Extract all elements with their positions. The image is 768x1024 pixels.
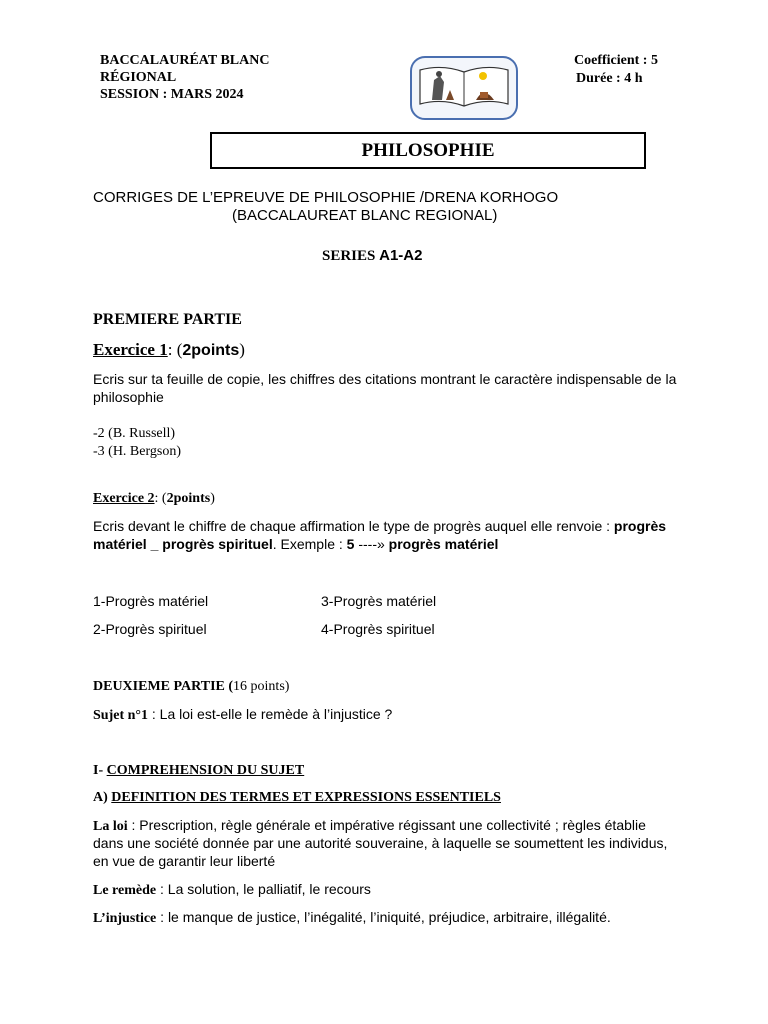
exercise1-label: Exercice 1 [93, 340, 168, 359]
section1-prefix: I- [93, 763, 107, 778]
def-loi-line1 [93, 817, 646, 835]
def-loi-line3: en vue de garantir leur liberté [93, 853, 276, 869]
part1-heading: PREMIERE PARTIE [93, 311, 242, 328]
exercise2-close: ) [210, 491, 215, 506]
exercise2-instr-bold2: matériel _ progrès spirituel [93, 536, 273, 552]
exercise2-answer-3: 3-Progrès matériel [321, 593, 437, 609]
def-loi-term: La loi [93, 819, 128, 834]
series-label: SERIES [322, 248, 380, 264]
exercise2-answer-2: 2-Progrès spirituel [93, 621, 207, 637]
def-loi-text: : Prescription, règle générale et impérative régissant une collectivité ; règles établie [127, 817, 646, 833]
section1-title: COMPREHENSION DU SUJET [106, 763, 305, 778]
exercise2-heading [93, 490, 215, 507]
sujet-line [93, 706, 392, 724]
exercise2-sep: : ( [154, 491, 167, 506]
subsection-a-title: DEFINITION DES TERMES ET EXPRESSIONS ESSENTIELS [111, 790, 501, 805]
part2-heading-label: DEUXIEME PARTIE ( [93, 679, 234, 694]
def-remede-text: : La solution, le palliatif, le recours [156, 881, 371, 897]
def-injustice-line [93, 909, 611, 927]
coefficient: Coefficient : 5 [574, 53, 658, 68]
emblem-logo-icon [410, 56, 518, 120]
corrige-title-line2: (BACCALAUREAT BLANC REGIONAL) [232, 207, 498, 224]
exercise1-answer-1: -2 (B. Russell) [93, 426, 176, 441]
exercise1-heading [93, 340, 245, 361]
exercise1-instruction-line2: philosophie [93, 389, 164, 405]
sujet-text: : La loi est-elle le remède à l’injustice ? [148, 706, 393, 722]
exam-title-line1: BACCALAURÉAT BLANC [100, 53, 270, 68]
exercise2-instr-bold4: progrès matériel [388, 536, 499, 552]
def-injustice-text: : le manque de justice, l’inégalité, l’iniquité, préjudice, arbitraire, illégalité. [156, 909, 611, 925]
sujet-label: Sujet n°1 [93, 708, 148, 723]
section1-heading [93, 762, 304, 779]
series-value: A1-A2 [379, 247, 423, 264]
exam-session: SESSION : MARS 2024 [100, 87, 244, 102]
part2-heading [93, 678, 289, 695]
duration: Durée : 4 h [576, 71, 643, 86]
subsection-a-heading [93, 789, 501, 806]
def-remede-term: Le remède [93, 883, 157, 898]
corrige-title-line1: CORRIGES DE L’EPREUVE DE PHILOSOPHIE /DRENA KORHOGO [93, 189, 559, 206]
exercise2-instr-bold1: progrès [613, 518, 667, 534]
exercise1-points: 2points [182, 342, 240, 359]
def-injustice-term: L’injustice [93, 911, 157, 926]
exercise1-answer-2: -3 (H. Bergson) [93, 444, 182, 459]
exercise2-instr-bold3: 5 [346, 536, 355, 552]
series-line [322, 247, 422, 265]
subject-box [210, 132, 646, 169]
exercise1-instruction-line1: Ecris sur ta feuille de copie, les chiffres des citations montrant le caractère indispensable de la [93, 371, 677, 387]
exercise2-instr-part3: ----» [354, 536, 389, 552]
exercise2-instruction [93, 518, 683, 536]
def-loi-line2: dans une société donnée par une autorité souveraine, à laquelle se soumettent les individus, [93, 835, 668, 851]
def-remede-line [93, 881, 371, 899]
exercise2-answer-1: 1-Progrès matériel [93, 593, 209, 609]
part2-points: 16 points) [233, 679, 290, 694]
exercise2-label: Exercice 2 [93, 491, 155, 506]
subject-title: PHILOSOPHIE [361, 140, 495, 161]
exercise2-instr-part1: Ecris devant le chiffre de chaque affirmation le type de progrès auquel elle renvoie : [93, 518, 614, 534]
exercise1-sep: : ( [167, 340, 183, 359]
exercise2-instr-part2: . Exemple : [272, 536, 347, 552]
subsection-a-prefix: A) [93, 790, 112, 805]
exam-title-line2: RÉGIONAL [100, 70, 177, 85]
exercise1-close: ) [239, 340, 245, 359]
exercise2-answer-4: 4-Progrès spirituel [321, 621, 435, 637]
exercise2-instruction-line2 [93, 536, 498, 554]
exercise2-points: 2points [166, 491, 211, 506]
